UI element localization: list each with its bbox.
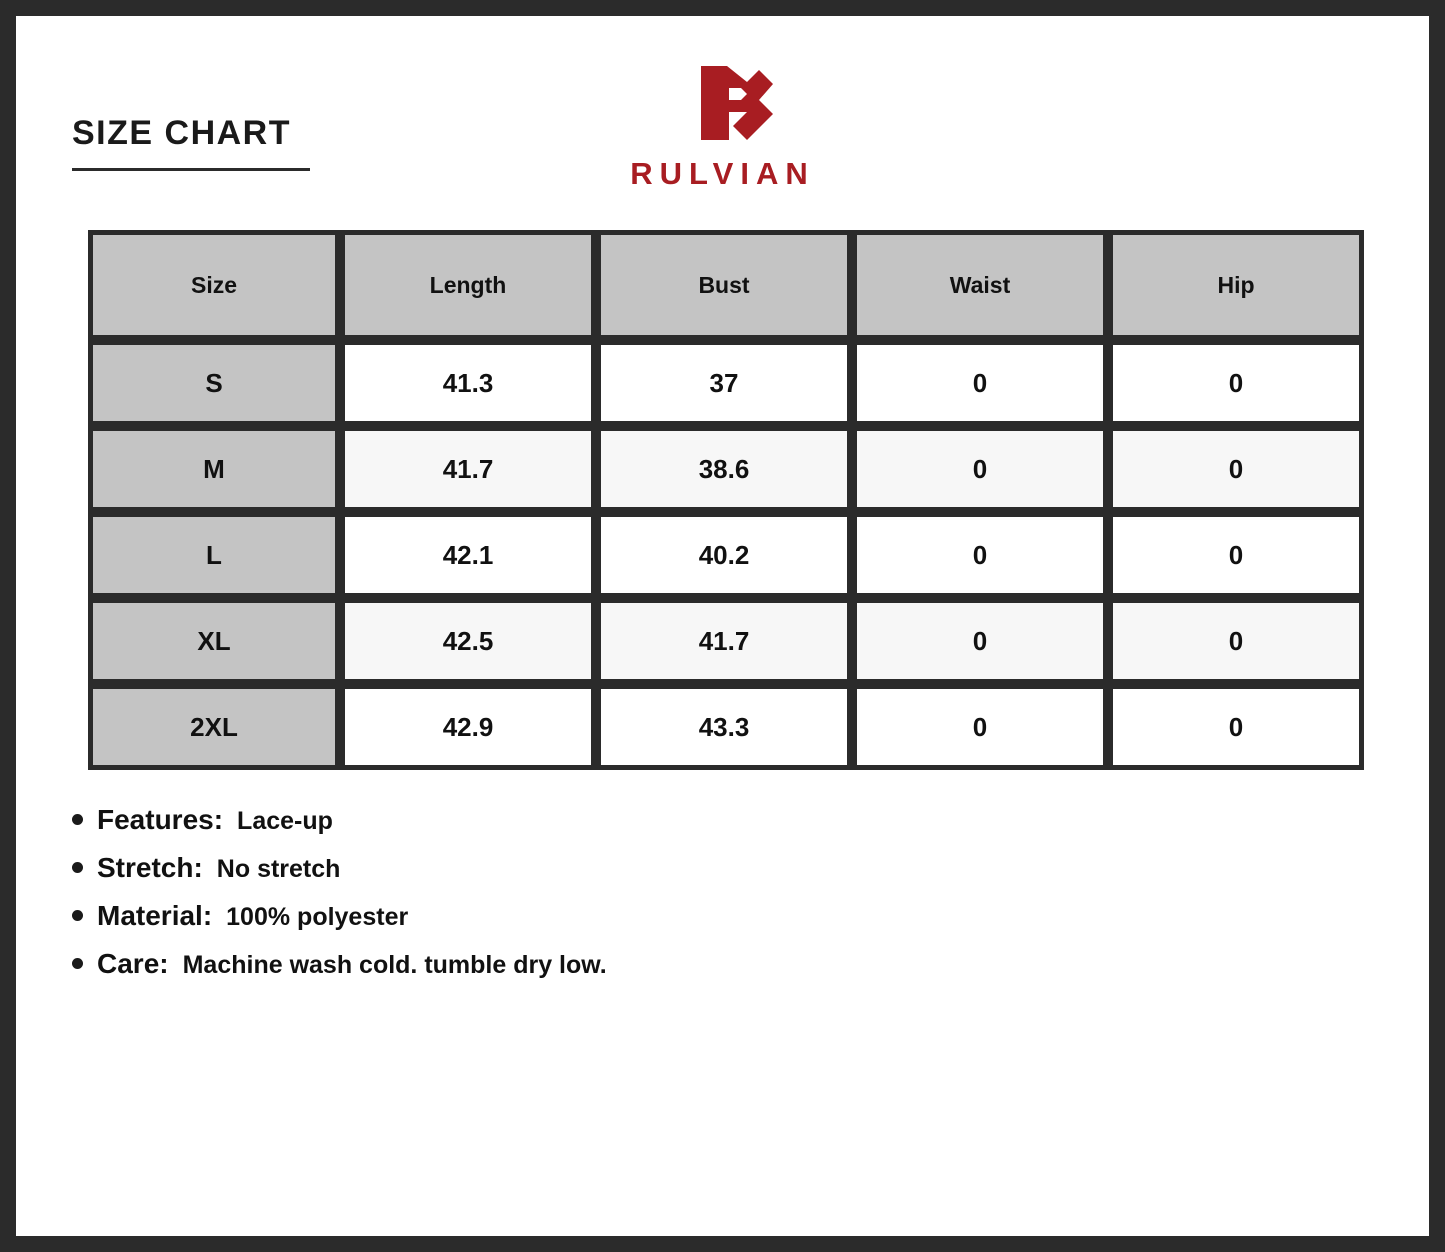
cell-hip: 0 bbox=[1108, 340, 1364, 426]
product-notes bbox=[72, 804, 1429, 980]
brand-name: RULVIAN bbox=[630, 156, 815, 191]
size-table-wrapper bbox=[88, 230, 1373, 770]
bullet-icon bbox=[72, 862, 83, 873]
note-care bbox=[72, 948, 1429, 980]
cell-hip: 0 bbox=[1108, 426, 1364, 512]
note-material bbox=[72, 900, 1429, 932]
table-row bbox=[88, 598, 1364, 684]
cell-waist: 0 bbox=[852, 340, 1108, 426]
cell-bust: 43.3 bbox=[596, 684, 852, 770]
note-value: Lace-up bbox=[237, 807, 333, 835]
cell-hip: 0 bbox=[1108, 684, 1364, 770]
brand-block bbox=[16, 58, 1429, 189]
cell-waist: 0 bbox=[852, 426, 1108, 512]
cell-waist: 0 bbox=[852, 684, 1108, 770]
page-title: SIZE CHART bbox=[72, 114, 291, 152]
column-header-length: Length bbox=[340, 230, 596, 340]
cell-hip: 0 bbox=[1108, 598, 1364, 684]
cell-hip: 0 bbox=[1108, 512, 1364, 598]
bullet-icon bbox=[72, 958, 83, 969]
cell-length: 42.9 bbox=[340, 684, 596, 770]
cell-size: M bbox=[88, 426, 340, 512]
column-header-size: Size bbox=[88, 230, 340, 340]
table-row bbox=[88, 340, 1364, 426]
cell-length: 41.7 bbox=[340, 426, 596, 512]
cell-bust: 41.7 bbox=[596, 598, 852, 684]
header bbox=[16, 16, 1429, 216]
cell-length: 41.3 bbox=[340, 340, 596, 426]
cell-bust: 38.6 bbox=[596, 426, 852, 512]
page-content bbox=[16, 16, 1429, 1236]
table-body bbox=[88, 340, 1364, 770]
column-header-hip: Hip bbox=[1108, 230, 1364, 340]
note-value: No stretch bbox=[216, 855, 341, 883]
note-label: Stretch: bbox=[97, 852, 203, 883]
table-row bbox=[88, 512, 1364, 598]
cell-length: 42.5 bbox=[340, 598, 596, 684]
size-chart-table bbox=[88, 230, 1364, 770]
cell-size: 2XL bbox=[88, 684, 340, 770]
cell-waist: 0 bbox=[852, 598, 1108, 684]
cell-size: S bbox=[88, 340, 340, 426]
note-value: Machine wash cold. tumble dry low. bbox=[182, 951, 607, 979]
table-header-row bbox=[88, 230, 1364, 340]
column-header-bust: Bust bbox=[596, 230, 852, 340]
cell-length: 42.1 bbox=[340, 512, 596, 598]
note-features bbox=[72, 804, 1429, 836]
note-label: Care: bbox=[97, 948, 169, 979]
cell-waist: 0 bbox=[852, 512, 1108, 598]
bullet-icon bbox=[72, 814, 83, 825]
rulvian-r-logo-icon bbox=[663, 58, 783, 148]
bullet-icon bbox=[72, 910, 83, 921]
note-label: Material: bbox=[97, 900, 213, 931]
note-value: 100% polyester bbox=[226, 903, 409, 931]
cell-bust: 37 bbox=[596, 340, 852, 426]
cell-size: L bbox=[88, 512, 340, 598]
cell-bust: 40.2 bbox=[596, 512, 852, 598]
note-stretch bbox=[72, 852, 1429, 884]
table-row bbox=[88, 426, 1364, 512]
table-row bbox=[88, 684, 1364, 770]
note-label: Features: bbox=[97, 804, 224, 835]
column-header-waist: Waist bbox=[852, 230, 1108, 340]
cell-size: XL bbox=[88, 598, 340, 684]
table-header bbox=[88, 230, 1364, 340]
